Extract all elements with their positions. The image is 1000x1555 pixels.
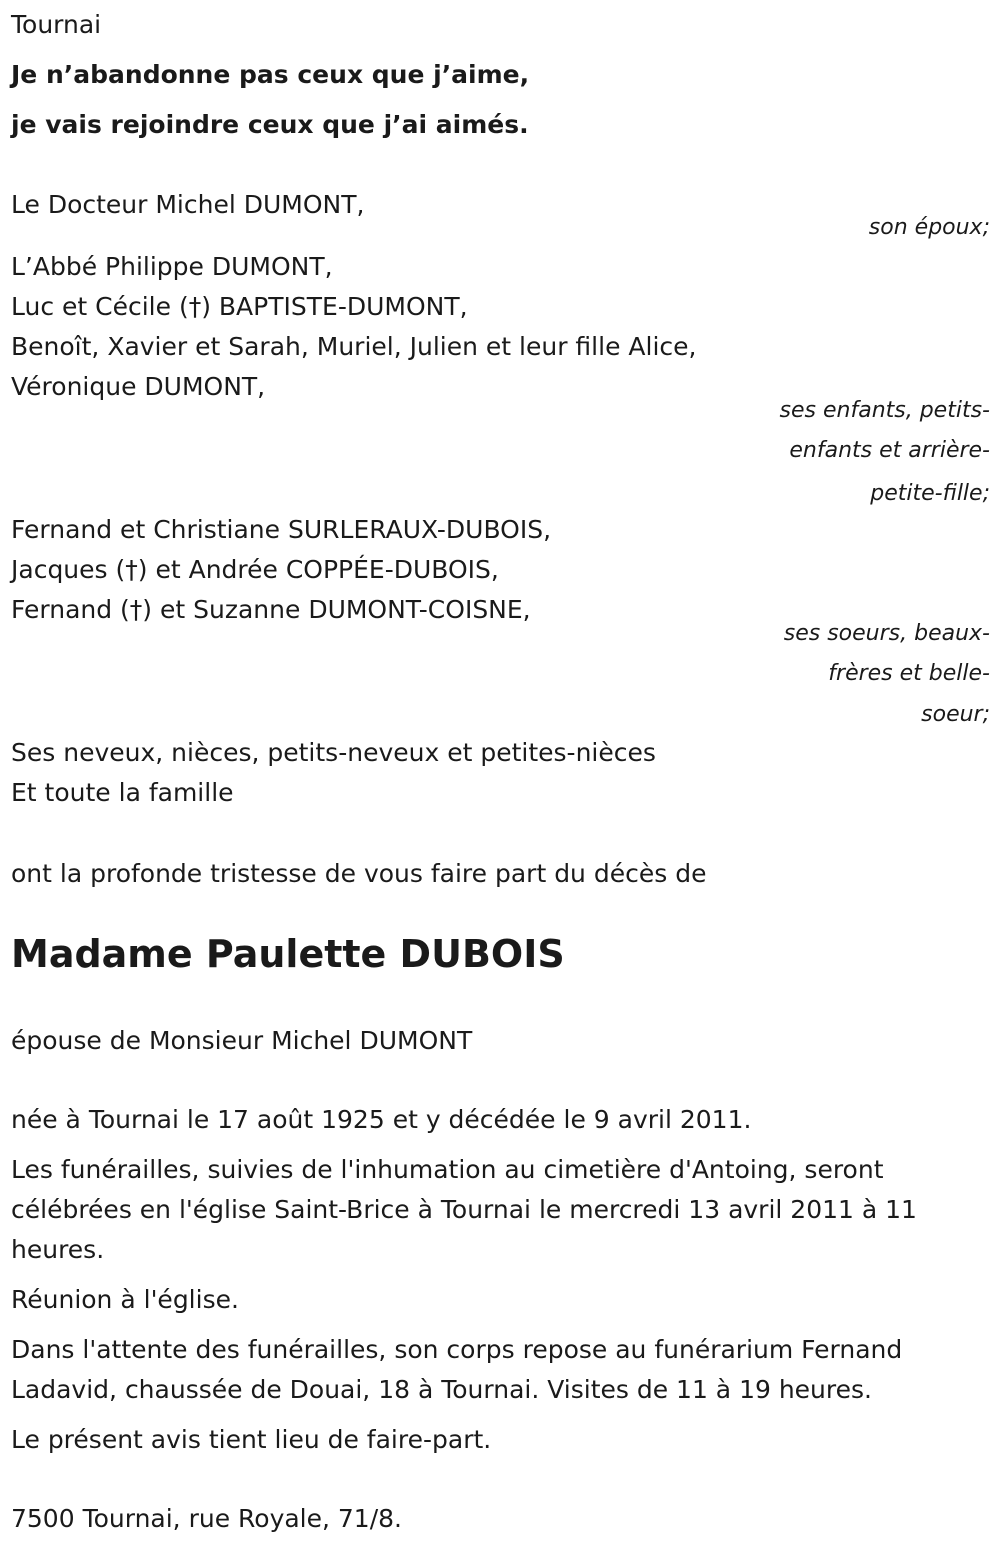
children-line: L’Abbé Philippe DUMONT, — [11, 252, 333, 281]
children-line: Véronique DUMONT, — [11, 372, 266, 401]
spouse-relation: son époux; — [868, 215, 990, 240]
deceased-spouse: épouse de Monsieur Michel DUMONT — [11, 1026, 473, 1055]
children-relation: enfants et arrière- — [789, 438, 990, 463]
siblings-relation: frères et belle- — [828, 661, 990, 686]
birth-death: née à Tournai le 17 août 1925 et y décédée le 9 avril 2011. — [11, 1105, 752, 1134]
address: 7500 Tournai, rue Royale, 71/8. — [11, 1504, 402, 1533]
children-relation: petite-fille; — [870, 481, 990, 506]
siblings-line: Fernand (†) et Suzanne DUMONT-COISNE, — [11, 595, 531, 624]
deceased-name: Madame Paulette DUBOIS — [11, 932, 565, 976]
siblings-relation: ses soeurs, beaux- — [783, 621, 990, 646]
quote-line-2: je vais rejoindre ceux que j’ai aimés. — [11, 110, 529, 139]
funeral-line: célébrées en l'église Saint-Brice à Tournai le mercredi 13 avril 2011 à 11 — [11, 1195, 917, 1224]
notice: Le présent avis tient lieu de faire-part. — [11, 1425, 492, 1454]
announcement: ont la profonde tristesse de vous faire part du décès de — [11, 859, 707, 888]
meeting: Réunion à l'église. — [11, 1285, 239, 1314]
children-relation: ses enfants, petits- — [779, 398, 990, 423]
siblings-relation: soeur; — [921, 702, 990, 727]
siblings-line: Jacques (†) et Andrée COPPÉE-DUBOIS, — [11, 555, 499, 584]
visitation-line: Ladavid, chaussée de Douai, 18 à Tournai. Visites de 11 à 19 heures. — [11, 1375, 872, 1404]
funeral-line: Les funérailles, suivies de l'inhumation au cimetière d'Antoing, seront — [11, 1155, 884, 1184]
funeral-line: heures. — [11, 1235, 105, 1264]
children-line: Luc et Cécile (†) BAPTISTE-DUMONT, — [11, 292, 468, 321]
location: Tournai — [11, 10, 102, 39]
others-line: Et toute la famille — [11, 778, 234, 807]
children-line: Benoît, Xavier et Sarah, Muriel, Julien et leur fille Alice, — [11, 332, 697, 361]
visitation-line: Dans l'attente des funérailles, son corps repose au funérarium Fernand — [11, 1335, 903, 1364]
siblings-line: Fernand et Christiane SURLERAUX-DUBOIS, — [11, 515, 552, 544]
quote-line-1: Je n’abandonne pas ceux que j’aime, — [11, 60, 530, 89]
others-line: Ses neveux, nièces, petits-neveux et petites-nièces — [11, 738, 656, 767]
spouse-name: Le Docteur Michel DUMONT, — [11, 190, 365, 219]
